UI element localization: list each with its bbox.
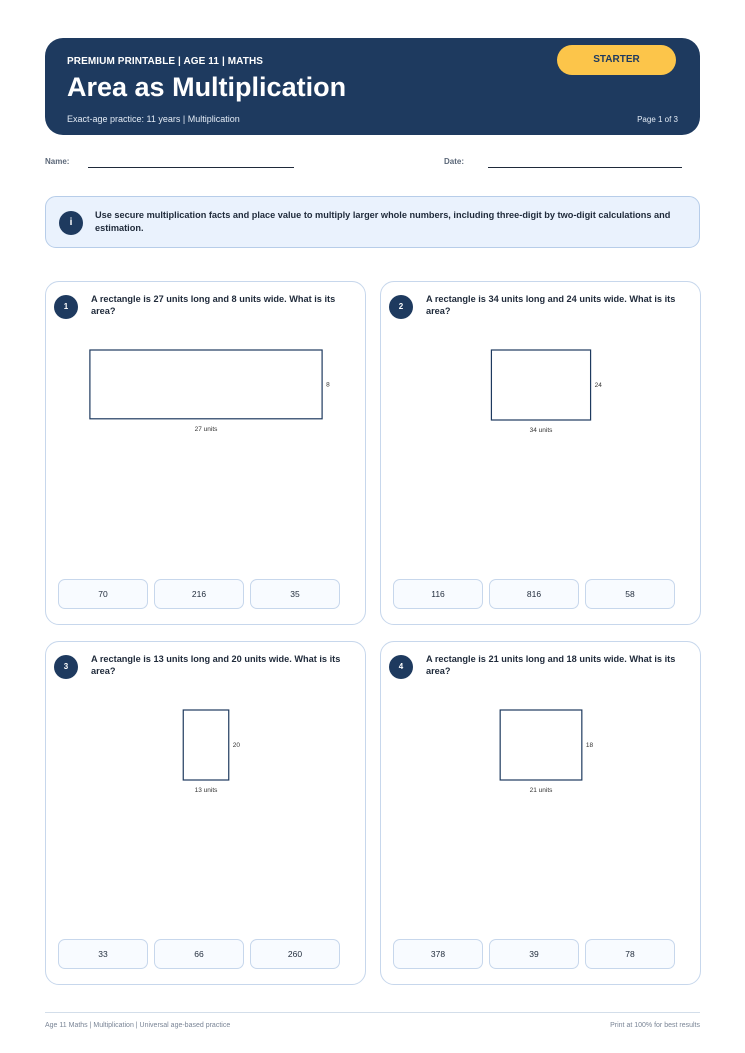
rectangle-shape [491, 350, 590, 420]
question-text: A rectangle is 21 units long and 18 units wide. What is its area? [426, 654, 676, 676]
width-label: 24 [594, 382, 602, 389]
answer-options [58, 939, 342, 969]
length-label: 21 units [529, 787, 553, 794]
level-badge: STARTER [557, 45, 676, 75]
answer-option[interactable]: 260 [250, 939, 340, 969]
question-number: 4 [389, 655, 413, 679]
name-label: Name: [45, 157, 70, 166]
answer-option[interactable]: 39 [489, 939, 579, 969]
worksheet-header [45, 38, 700, 135]
answer-options [393, 939, 677, 969]
info-callout [45, 196, 700, 248]
rectangle-shape [90, 350, 322, 419]
page-indicator: Page 1 of 3 [637, 115, 678, 124]
length-label: 27 units [194, 425, 218, 433]
footer-print-note: Print at 100% for best results [610, 1022, 700, 1029]
rectangle-shape [500, 710, 582, 780]
rectangle-diagram [46, 337, 365, 437]
question-card-2 [380, 281, 701, 625]
question-text: A rectangle is 27 units long and 8 units wide. What is its area? [91, 294, 336, 316]
footer-divider [45, 1012, 700, 1013]
question-card-4 [380, 641, 701, 985]
question-card-1 [45, 281, 366, 625]
answer-option[interactable]: 35 [250, 579, 340, 609]
answer-options [393, 579, 677, 609]
answer-option[interactable]: 58 [585, 579, 675, 609]
question-text: A rectangle is 34 units long and 24 units wide. What is its area? [426, 294, 676, 316]
rectangle-diagram [381, 697, 700, 797]
answer-option[interactable]: 116 [393, 579, 483, 609]
answer-option[interactable]: 816 [489, 579, 579, 609]
length-label: 34 units [529, 427, 553, 434]
footer-text: Age 11 Maths | Multiplication | Universal age-based practice [45, 1022, 231, 1029]
answer-option[interactable]: 33 [58, 939, 148, 969]
question-text: A rectangle is 13 units long and 20 units wide. What is its area? [91, 654, 341, 676]
answer-option[interactable]: 78 [585, 939, 675, 969]
answer-option[interactable]: 66 [154, 939, 244, 969]
info-icon: i [59, 211, 83, 235]
width-label: 18 [585, 742, 594, 749]
rectangle-diagram [381, 337, 700, 437]
question-number: 2 [389, 295, 413, 319]
header-subtitle: Exact-age practice: 11 years | Multiplication [67, 114, 240, 124]
question-card-3 [45, 641, 366, 985]
page-title: Area as Multiplication [67, 72, 347, 102]
answer-option[interactable]: 70 [58, 579, 148, 609]
date-field[interactable] [488, 167, 682, 168]
answer-option[interactable]: 216 [154, 579, 244, 609]
question-number: 1 [54, 295, 78, 319]
name-field[interactable] [88, 167, 294, 168]
answer-option[interactable]: 378 [393, 939, 483, 969]
header-eyebrow: PREMIUM PRINTABLE | AGE 11 | MATHS [67, 56, 264, 67]
answer-options [58, 579, 342, 609]
info-text: Use secure multiplication facts and place value to multiply larger whole numbers, including three-digit by two-digit calculations and estimation. [95, 210, 671, 233]
length-label: 13 units [194, 787, 218, 794]
rectangle-diagram [46, 697, 365, 797]
date-label: Date: [444, 157, 465, 166]
width-label: 8 [326, 381, 330, 389]
rectangle-shape [183, 710, 229, 780]
question-number: 3 [54, 655, 78, 679]
width-label: 20 [232, 742, 240, 749]
